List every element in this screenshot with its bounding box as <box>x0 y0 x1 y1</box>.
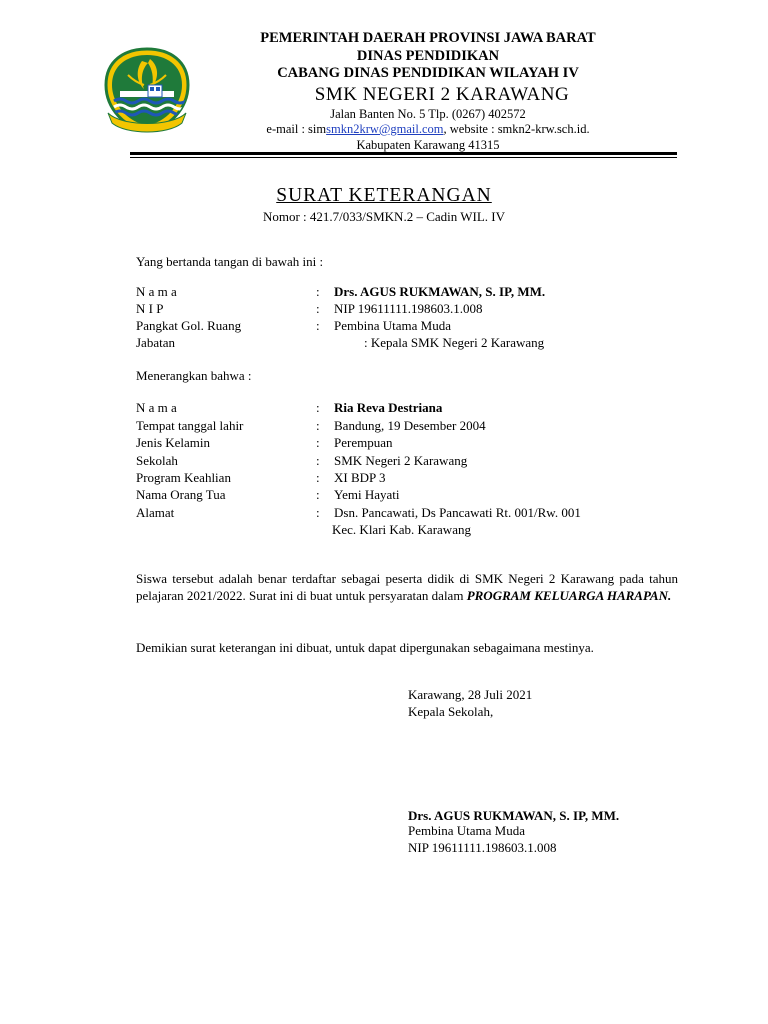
student-gender-value: Perempuan <box>334 435 393 450</box>
colon: : <box>316 400 320 415</box>
kop-city: Kabupaten Karawang 41315 <box>356 137 500 152</box>
signature-position: Kepala Sekolah, <box>408 704 494 719</box>
kop-department: DINAS PENDIDIKAN <box>356 47 500 64</box>
student-gender-label: Jenis Kelamin <box>136 435 211 450</box>
kop-branch: CABANG DINAS PENDIDIKAN WILAYAH IV <box>277 65 579 81</box>
jawa-barat-emblem-logo <box>102 45 192 135</box>
colon: : <box>316 470 320 485</box>
colon: : <box>316 301 320 316</box>
colon: : <box>316 284 320 299</box>
kop-school-name: SMK NEGERI 2 KARAWANG <box>314 83 570 105</box>
signer-rank-label: Pangkat Gol. Ruang <box>136 318 242 333</box>
signature-name: Drs. AGUS RUKMAWAN, S. IP, MM. <box>408 808 620 823</box>
student-parent-value: Yemi Hayati <box>334 487 400 502</box>
colon: : <box>316 453 320 468</box>
letterhead-rule-thin <box>130 157 677 158</box>
intro-text: Yang bertanda tangan di bawah ini : <box>136 254 324 269</box>
student-school-value: SMK Negeri 2 Karawang <box>334 453 468 468</box>
signer-rank-value: Pembina Utama Muda <box>334 318 451 333</box>
student-birth-value: Bandung, 19 Desember 2004 <box>334 418 486 433</box>
student-name-value: Ria Reva Destriana <box>334 400 443 415</box>
colon: : <box>316 418 320 433</box>
letter-title: SURAT KETERANGAN <box>276 185 492 206</box>
student-school-label: Sekolah <box>136 453 178 468</box>
student-address-label: Alamat <box>136 505 175 520</box>
letterhead-rule-thick <box>130 152 677 155</box>
signature-nip: NIP 19611111.198603.1.008 <box>408 840 557 855</box>
student-parent-label: Nama Orang Tua <box>136 487 226 502</box>
website-text: , website : smkn2-krw.sch.id. <box>443 122 590 136</box>
student-birth-label: Tempat tanggal lahir <box>136 418 244 433</box>
signer-name-label: N a m a <box>136 284 177 299</box>
signer-nip-value: NIP 19611111.198603.1.008 <box>334 301 483 316</box>
student-program-label: Program Keahlian <box>136 470 231 485</box>
letter-number: Nomor : 421.7/033/SMKN.2 – Cadin WIL. IV <box>262 209 506 224</box>
program-name: PROGRAM KELUARGA HARAPAN. <box>466 588 672 603</box>
student-program-value: XI BDP 3 <box>334 470 386 485</box>
kop-government: PEMERINTAH DAERAH PROVINSI JAWA BARAT <box>260 30 596 46</box>
signature-place-date: Karawang, 28 Juli 2021 <box>408 687 533 702</box>
email-link[interactable]: smkn2krw@gmail.com <box>326 122 444 136</box>
colon: : <box>316 318 320 333</box>
student-name-label: N a m a <box>136 400 177 415</box>
closing-paragraph: Demikian surat keterangan ini dibuat, untuk dapat dipergunakan sebagaimana mestinya. <box>136 640 594 655</box>
statement-paragraph <box>136 570 678 604</box>
student-address-value: Dsn. Pancawati, Ds Pancawati Rt. 001/Rw. 001 <box>334 505 581 520</box>
signer-position-value: : Kepala SMK Negeri 2 Karawang <box>364 335 545 350</box>
email-label: e-mail : sim <box>266 122 327 136</box>
student-address-line2: Kec. Klari Kab. Karawang <box>332 522 471 537</box>
colon: : <box>316 435 320 450</box>
signer-name-value: Drs. AGUS RUKMAWAN, S. IP, MM. <box>334 284 546 299</box>
colon: : <box>316 505 320 520</box>
kop-address: Jalan Banten No. 5 Tlp. (0267) 402572 <box>330 106 526 121</box>
colon: : <box>316 487 320 502</box>
signature-rank: Pembina Utama Muda <box>408 823 525 838</box>
signer-nip-label: N I P <box>136 301 164 316</box>
statement-text: Siswa tersebut adalah benar terdaftar sebagai peserta didik di SMK Negeri 2 Karawang pada tahun pelajaran 2021/2022. Surat ini di buat untuk persyaratan dalam <box>136 571 678 603</box>
menerangkan-text: Menerangkan bahwa : <box>136 368 252 383</box>
letterhead <box>200 30 656 153</box>
kop-contact <box>200 122 656 138</box>
signer-position-label: Jabatan <box>136 335 175 350</box>
